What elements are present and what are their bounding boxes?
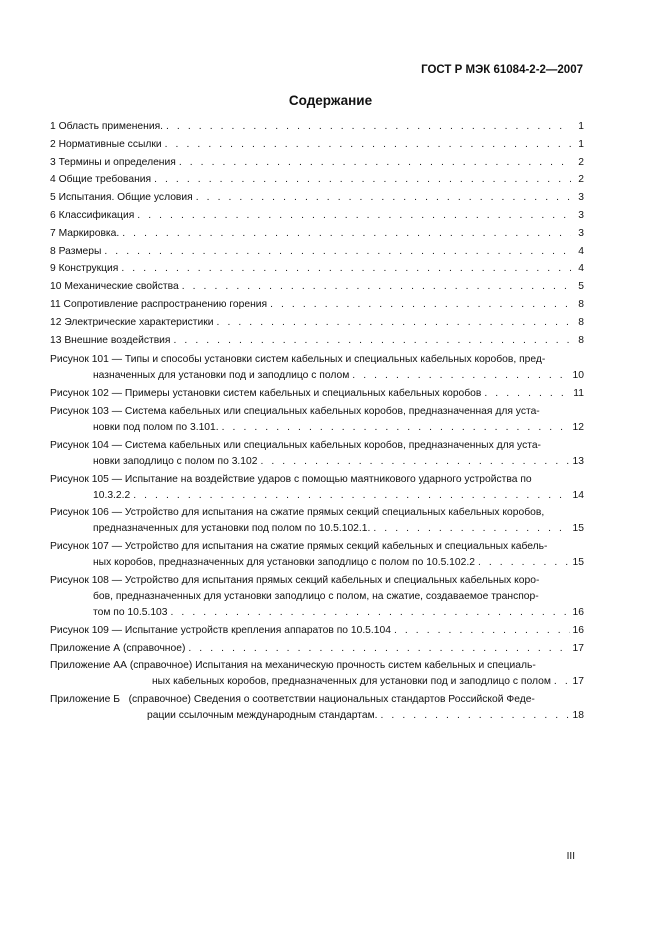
toc-figure-entry[interactable]: Рисунок 109 — Испытание устройств крепления аппаратов по 10.5.104 . . . 16 xyxy=(50,623,584,639)
toc-entry[interactable]: 9 Конструкция . . . 4 xyxy=(50,263,584,281)
leader-dots xyxy=(478,555,570,571)
page-ref: 4 xyxy=(578,263,584,275)
page-ref: 14 xyxy=(572,489,584,501)
page-ref: 8 xyxy=(578,334,584,346)
leader-dots xyxy=(196,192,571,203)
toc-appendix-entry[interactable]: Приложение Б (справочное) Сведения о соответствии национальных стандартов Российской Феде- рации ссылочным международным стандартам. . . . 18 xyxy=(50,692,584,724)
toc-entry[interactable]: 4 Общие требования . . . 2 xyxy=(50,174,584,192)
page-ref: 1 xyxy=(578,121,584,132)
leader-dots xyxy=(222,420,570,436)
page-ref: 8 xyxy=(578,316,584,328)
leader-dots xyxy=(554,674,570,690)
page-ref: 3 xyxy=(578,192,584,204)
leader-dots xyxy=(188,641,569,657)
leader-dots xyxy=(166,121,571,132)
page-ref: 3 xyxy=(578,209,584,221)
page-title: Содержание xyxy=(288,93,373,108)
page-ref: 15 xyxy=(572,557,584,569)
leader-dots xyxy=(121,263,571,274)
toc-entry[interactable]: 3 Термины и определения . . . 2 xyxy=(50,157,584,175)
page-ref: 3 xyxy=(578,227,584,239)
toc-entry[interactable]: 5 Испытания. Общие условия . . . 3 xyxy=(50,192,584,210)
leader-dots xyxy=(104,246,571,257)
toc-figure-entry[interactable]: Рисунок 107 — Устройство для испытания на сжатие прямых секций кабельных и специальных кабель- ных коробов, предназначенных для установки заподлицо с полом по 10.5.102.2 . . . 15 xyxy=(50,539,584,571)
toc-entry[interactable]: 7 Маркировка. . . . 3 xyxy=(50,228,584,246)
leader-dots xyxy=(260,454,569,470)
page-ref: 8 xyxy=(578,298,584,310)
page-ref: 18 xyxy=(572,710,584,722)
toc-figure-entry[interactable]: Рисунок 104 — Система кабельных или специальных кабельных коробов, предназначенных для уста- новки заподлицо с полом по 3.102 . . . 13 xyxy=(50,438,584,470)
leader-dots xyxy=(394,623,570,639)
page-ref: 16 xyxy=(572,624,584,636)
leader-dots xyxy=(381,708,570,724)
toc-figure-entry[interactable]: Рисунок 101 — Типы и способы установки систем кабельных и специальных кабельных коробов, пред- назначенных для установки под и заподлицо с полом . . . 10 xyxy=(50,352,584,384)
page-ref: 11 xyxy=(573,388,584,400)
leader-dots xyxy=(484,386,570,402)
leader-dots xyxy=(352,368,569,384)
page-ref: 17 xyxy=(572,676,584,688)
page-ref: 17 xyxy=(572,642,584,654)
toc-figure-entry[interactable]: Рисунок 105 — Испытание на воздействие ударов с помощью маятникового ударного устройства по 10.3.2.2 . . . 14 xyxy=(50,472,584,504)
document-code: ГОСТ Р МЭК 61084-2-2—2007 xyxy=(421,64,583,76)
page-ref: 10 xyxy=(572,370,584,382)
leader-dots xyxy=(122,228,571,239)
leader-dots xyxy=(133,488,569,504)
toc-entry[interactable]: 1 Область применения. . . . 1 xyxy=(50,121,584,139)
toc-entry[interactable]: 2 Нормативные ссылки . . . 1 xyxy=(50,139,584,157)
leader-dots xyxy=(165,139,571,150)
toc-appendix-entry[interactable]: Приложение А (справочное) . . . 17 xyxy=(50,641,584,657)
page-number: III xyxy=(566,851,575,862)
table-of-contents xyxy=(50,121,584,726)
toc-figure-entry[interactable]: Рисунок 106 — Устройство для испытания на сжатие прямых секций специальных кабельных коробов, предназначенных для установки под полом по 10.5.102.1. . . . 15 xyxy=(50,505,584,537)
page-ref: 12 xyxy=(572,421,584,433)
leader-dots xyxy=(174,335,572,346)
leader-dots xyxy=(154,174,571,185)
leader-dots xyxy=(270,299,571,310)
leader-dots xyxy=(182,281,571,292)
toc-figure-entry[interactable]: Рисунок 103 — Система кабельных или специальных кабельных коробов, предназначенная для уста- новки под полом по 3.101. . . . 12 xyxy=(50,404,584,436)
toc-figure-entry[interactable]: Рисунок 102 — Примеры установки систем кабельных и специальных кабельных коробов . . . 11 xyxy=(50,386,584,402)
toc-figure-entry[interactable]: Рисунок 108 — Устройство для испытания прямых секций кабельных и специальных кабельных коро- бов, предназначенных для установки заподлицо с полом, на сжатие, создаваемое транспор- том по 10.5.103 . . . 16 xyxy=(50,573,584,621)
leader-dots xyxy=(137,210,571,221)
toc-entry[interactable]: 6 Классификация . . . 3 xyxy=(50,210,584,228)
page-ref: 1 xyxy=(578,138,584,150)
leader-dots xyxy=(373,521,569,537)
leader-dots xyxy=(179,157,571,168)
leader-dots xyxy=(171,605,570,621)
toc-entry[interactable]: 13 Внешние воздействия . . . 8 xyxy=(50,335,584,353)
page-ref: 2 xyxy=(578,156,584,168)
page-ref: 4 xyxy=(578,245,584,257)
page-ref: 16 xyxy=(572,606,584,618)
toc-appendix-entry[interactable]: Приложение АА (справочное) Испытания на механическую прочность систем кабельных и специаль- ных кабельных коробов, предназначенных для установки под и заподлицо с полом . . . 17 xyxy=(50,658,584,690)
page-ref: 13 xyxy=(572,455,584,467)
page-ref: 15 xyxy=(572,523,584,535)
toc-entry[interactable]: 8 Размеры . . . 4 xyxy=(50,246,584,264)
page-ref: 2 xyxy=(578,174,584,186)
toc-entry[interactable]: 10 Механические свойства . . . 5 xyxy=(50,281,584,299)
toc-entry[interactable]: 11 Сопротивление распространению горения . . . 8 xyxy=(50,299,584,317)
page-ref: 5 xyxy=(578,281,584,293)
leader-dots xyxy=(217,317,571,328)
toc-entry[interactable]: 12 Электрические характеристики . . . 8 xyxy=(50,317,584,335)
